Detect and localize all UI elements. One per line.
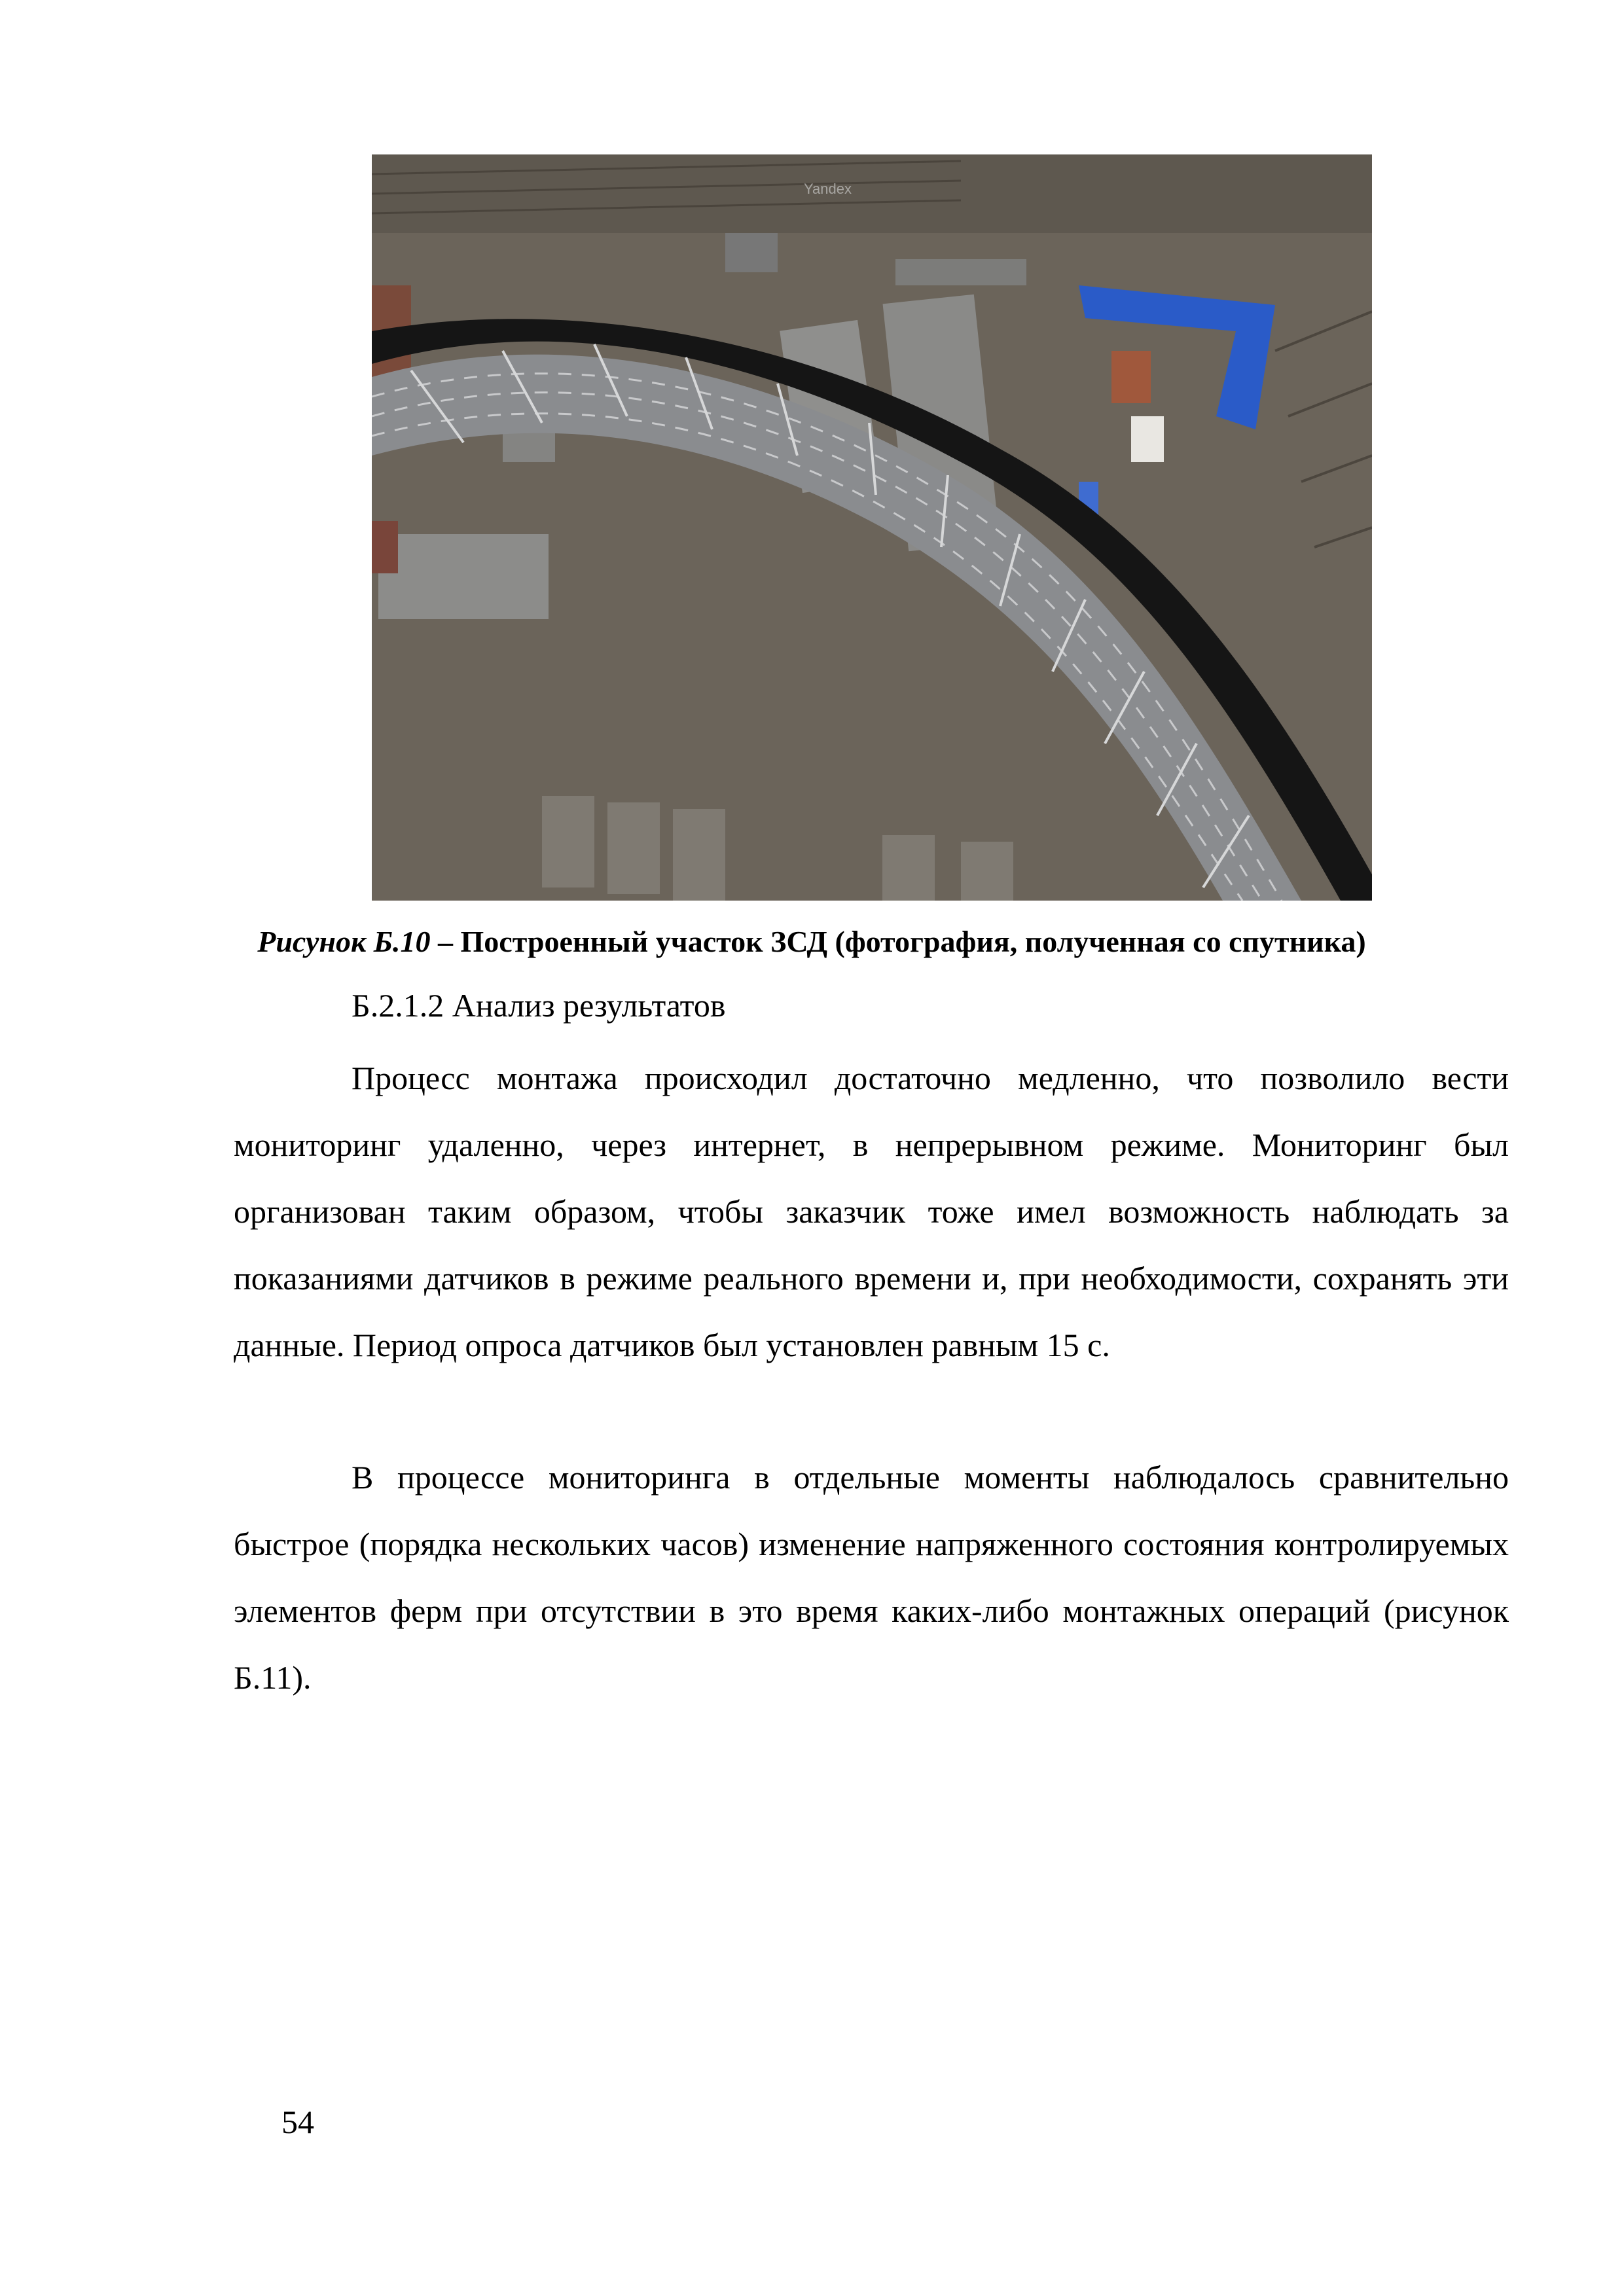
caption-label: Рисунок Б.10 <box>257 925 431 958</box>
watermark-text: Yandex <box>804 181 852 197</box>
figure-caption <box>196 922 1427 962</box>
satellite-photo <box>372 154 1372 901</box>
satellite-photo-drawing <box>372 154 1372 901</box>
page-number: 54 <box>281 2104 314 2140</box>
paragraph: Процесс монтажа происходил достаточно медленно, что позволило вести мониторинг удаленно, через интернет, в непрерывном режиме. Мониторинг был организован таким образом, чтобы заказчик тоже имел возможность наблюдать за показаниями датчиков в режиме реального времени и, при необходимости, сохранять эти данные. Период опроса датчиков был установлен равным 15 с. <box>234 1060 1509 1363</box>
paragraph: В процессе мониторинга в отдельные моменты наблюдалось сравнительно быстрое (порядка нескольких часов) изменение напряженного состояния контролируемых элементов ферм при отсутствии в это время каких-либо монтажных операций (рисунок Б.11). <box>234 1459 1509 1696</box>
caption-text: – Построенный участок ЗСД (фотография, полученная со спутника) <box>430 925 1366 958</box>
section-heading: Б.2.1.2 Анализ результатов <box>352 987 726 1024</box>
